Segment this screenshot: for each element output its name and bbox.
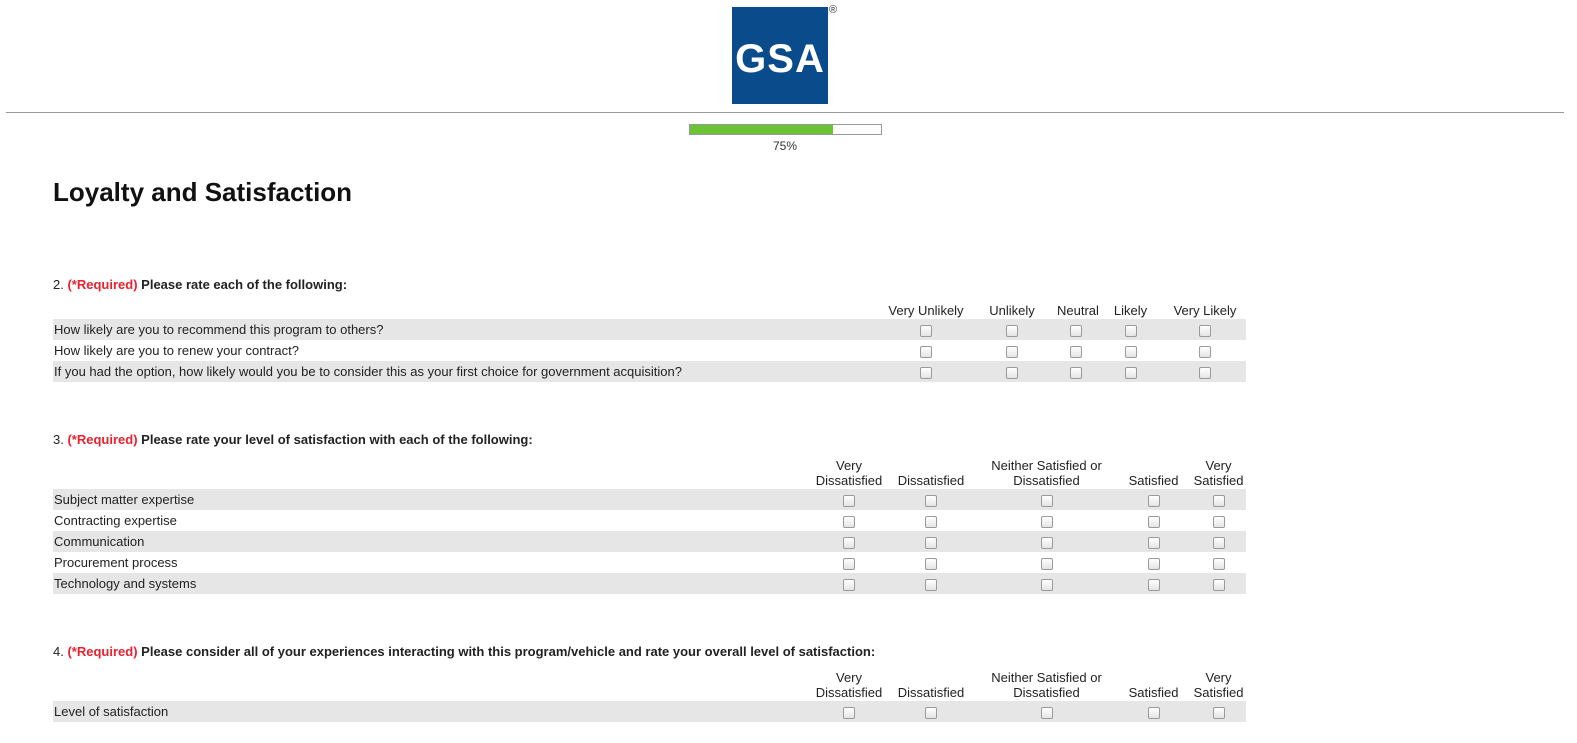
rating-checkbox[interactable] [1213,516,1225,528]
grid-header-row [53,664,1246,701]
required-label: (*Required) [67,644,138,659]
rating-grid [53,452,1246,594]
column-header: Very Dissatisfied [815,458,883,488]
question-prompt [53,432,1246,452]
rating-checkbox[interactable] [1213,707,1225,719]
rating-checkbox[interactable] [1006,325,1018,337]
column-header: Very Unlikely [888,303,964,318]
question-prompt [53,644,1246,664]
column-header: Very Dissatisfied [815,670,883,700]
registered-mark: ® [829,4,838,16]
rating-checkbox[interactable] [1148,537,1160,549]
column-header: Neither Satisfied or Dissatisfied [991,670,1102,700]
column-header: Satisfied [1128,685,1179,700]
rating-checkbox[interactable] [1148,558,1160,570]
row-label: Level of satisfaction [53,701,813,722]
column-header: Neither Satisfied or Dissatisfied [991,458,1102,488]
grid-header-row [53,452,1246,489]
rating-checkbox[interactable] [843,516,855,528]
rating-checkbox[interactable] [1041,558,1053,570]
grid-row [53,552,1246,573]
column-header: Neutral [1057,303,1099,318]
rating-checkbox[interactable] [920,367,932,379]
question-number: 4. [53,644,64,659]
grid-header-row [53,297,1246,319]
rating-checkbox[interactable] [1199,367,1211,379]
rating-grid [53,297,1246,382]
header-divider [6,112,1564,113]
rating-checkbox[interactable] [925,516,937,528]
gsa-logo [732,7,828,104]
progress-fill [690,125,833,134]
column-header: Satisfied [1128,473,1179,488]
rating-checkbox[interactable] [925,579,937,591]
rating-checkbox[interactable] [1213,495,1225,507]
rating-checkbox[interactable] [843,558,855,570]
rating-checkbox[interactable] [843,707,855,719]
row-label: Communication [53,531,813,552]
rating-checkbox[interactable] [925,707,937,719]
rating-checkbox[interactable] [1148,495,1160,507]
rating-checkbox[interactable] [1041,707,1053,719]
grid-row [53,573,1246,594]
rating-checkbox[interactable] [1041,495,1053,507]
column-header: Unlikely [989,303,1035,318]
rating-checkbox[interactable] [920,325,932,337]
rating-checkbox[interactable] [1125,325,1137,337]
rating-checkbox[interactable] [1070,367,1082,379]
question-text: Please consider all of your experiences interacting with this program/vehicle and rate your overall level of satisfaction: [141,644,876,659]
question-4 [53,644,1246,722]
rating-checkbox[interactable] [1148,579,1160,591]
grid-row [53,319,1246,340]
question-text: Please rate each of the following: [141,277,348,292]
logo-text: GSA [735,37,825,81]
column-header: Very Satisfied [1193,458,1244,488]
rating-checkbox[interactable] [1125,367,1137,379]
rating-grid [53,664,1246,722]
rating-checkbox[interactable] [925,495,937,507]
rating-checkbox[interactable] [1125,346,1137,358]
question-number: 3. [53,432,64,447]
row-label: How likely are you to renew your contract? [54,343,299,358]
rating-checkbox[interactable] [1199,346,1211,358]
rating-checkbox[interactable] [920,346,932,358]
rating-checkbox[interactable] [1199,325,1211,337]
rating-checkbox[interactable] [843,495,855,507]
rating-checkbox[interactable] [1006,346,1018,358]
column-header: Dissatisfied [897,685,965,700]
question-prompt [53,277,1246,297]
row-label: Contracting expertise [54,513,177,528]
progress-label: 75% [772,139,798,153]
rating-checkbox[interactable] [1213,579,1225,591]
rating-checkbox[interactable] [1213,558,1225,570]
grid-row [53,489,1246,510]
rating-checkbox[interactable] [925,537,937,549]
rating-checkbox[interactable] [1006,367,1018,379]
grid-header-blank [53,452,813,489]
rating-checkbox[interactable] [1070,346,1082,358]
question-text: Please rate your level of satisfaction with each of the following: [141,432,533,447]
row-label: Technology and systems [53,573,813,594]
required-label: (*Required) [67,277,138,292]
row-label: Subject matter expertise [53,489,813,510]
row-label: Procurement process [54,555,178,570]
rating-checkbox[interactable] [925,558,937,570]
question-number: 2. [53,277,64,292]
required-label: (*Required) [67,432,138,447]
rating-checkbox[interactable] [843,579,855,591]
grid-row [53,340,1246,361]
column-header: Very Satisfied [1193,670,1244,700]
grid-row [53,361,1246,382]
page-header [0,0,1577,113]
question-3 [53,432,1246,594]
column-header: Very Likely [1173,303,1237,318]
grid-row [53,531,1246,552]
rating-checkbox[interactable] [843,537,855,549]
page-title: Loyalty and Satisfaction [53,177,353,207]
rating-checkbox[interactable] [1041,516,1053,528]
row-label: How likely are you to recommend this program to others? [53,319,883,340]
question-2 [53,277,1246,382]
rating-checkbox[interactable] [1148,516,1160,528]
progress-bar [689,124,882,135]
grid-header-blank [53,297,883,319]
row-label: If you had the option, how likely would you be to consider this as your first choice for government acquisition? [53,361,883,382]
column-header: Dissatisfied [897,473,965,488]
grid-header-blank [53,664,813,701]
rating-checkbox[interactable] [1213,537,1225,549]
grid-row [53,510,1246,531]
rating-checkbox[interactable] [1070,325,1082,337]
grid-row [53,701,1246,722]
rating-checkbox[interactable] [1148,707,1160,719]
column-header: Likely [1113,303,1148,318]
rating-checkbox[interactable] [1041,579,1053,591]
rating-checkbox[interactable] [1041,537,1053,549]
